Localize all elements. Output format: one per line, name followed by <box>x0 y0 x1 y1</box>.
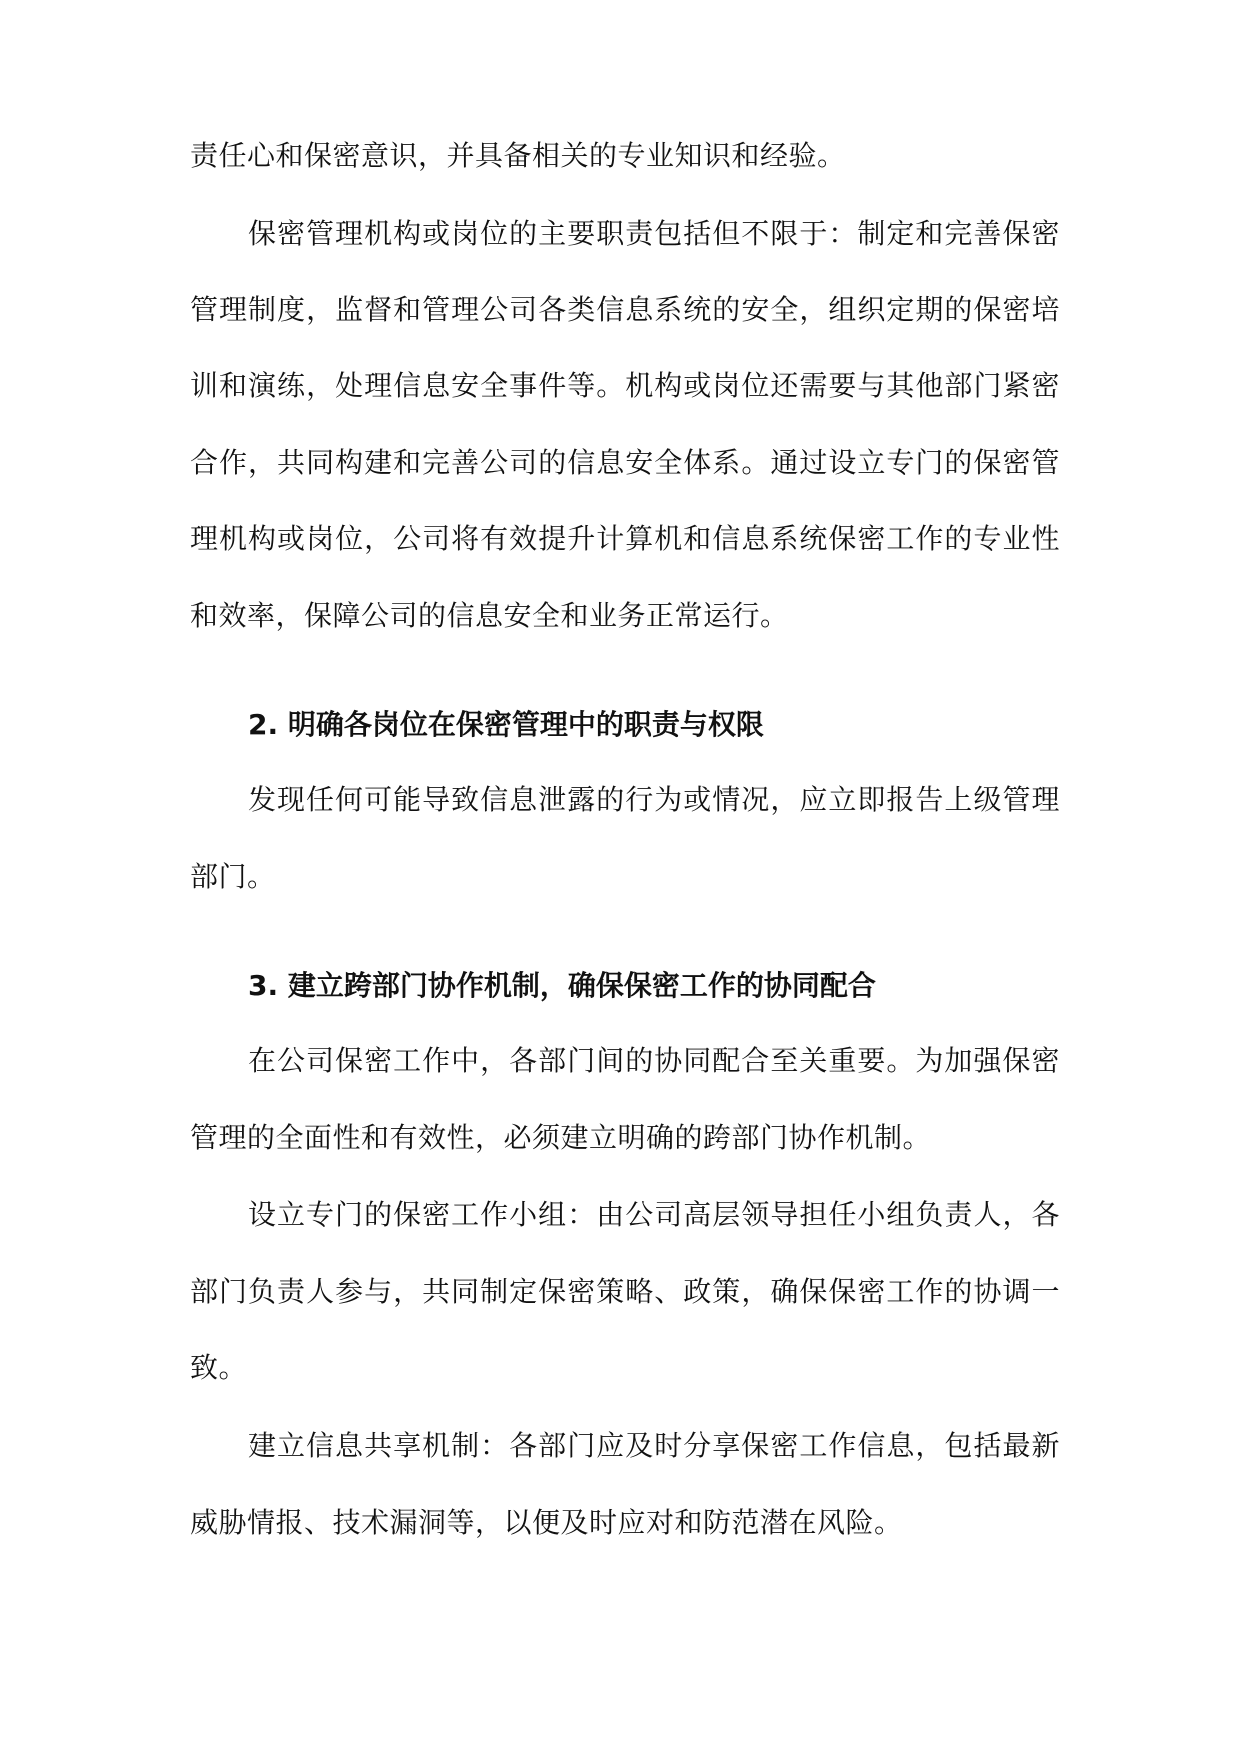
paragraph-line: 建立信息共享机制：各部门应及时分享保密工作信息，包括最新 <box>248 1429 1060 1462</box>
paragraph-line: 致。 <box>190 1351 248 1384</box>
section-heading-3: 3. 建立跨部门协作机制，确保保密工作的协同配合 <box>248 969 876 1002</box>
section-heading-2: 2. 明确各岗位在保密管理中的职责与权限 <box>248 708 764 741</box>
paragraph-line: 在公司保密工作中，各部门间的协同配合至关重要。为加强保密 <box>248 1044 1060 1077</box>
paragraph-line: 理机构或岗位，公司将有效提升计算机和信息系统保密工作的专业性 <box>190 522 1060 555</box>
paragraph-line: 责任心和保密意识，并具备相关的专业知识和经验。 <box>190 139 846 172</box>
paragraph-line: 设立专门的保密工作小组：由公司高层领导担任小组负责人，各 <box>248 1198 1060 1231</box>
paragraph-line: 发现任何可能导致信息泄露的行为或情况，应立即报告上级管理 <box>248 783 1060 816</box>
paragraph-line: 管理的全面性和有效性，必须建立明确的跨部门协作机制。 <box>190 1121 932 1154</box>
paragraph-line: 和效率，保障公司的信息安全和业务正常运行。 <box>190 599 789 632</box>
paragraph-line: 威胁情报、技术漏洞等，以便及时应对和防范潜在风险。 <box>190 1506 903 1539</box>
paragraph-line: 合作，共同构建和完善公司的信息安全体系。通过设立专门的保密管 <box>190 446 1060 479</box>
paragraph-line: 部门负责人参与，共同制定保密策略、政策，确保保密工作的协调一 <box>190 1275 1060 1308</box>
paragraph-line: 部门。 <box>190 860 276 893</box>
paragraph-line: 管理制度，监督和管理公司各类信息系统的安全，组织定期的保密培 <box>190 293 1060 326</box>
paragraph-line: 训和演练，处理信息安全事件等。机构或岗位还需要与其他部门紧密 <box>190 369 1060 402</box>
paragraph-line: 保密管理机构或岗位的主要职责包括但不限于：制定和完善保密 <box>248 217 1060 250</box>
